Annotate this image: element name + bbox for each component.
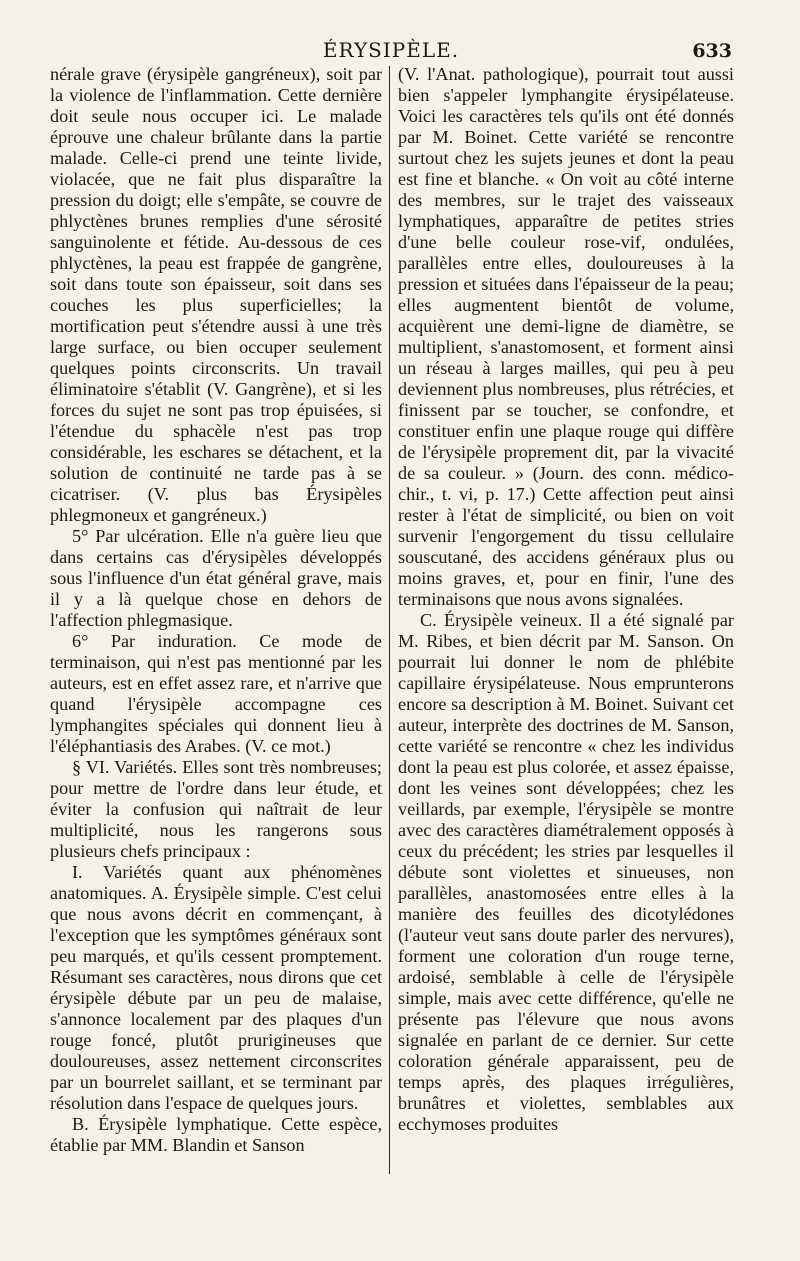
paragraph: 6° Par induration. Ce mode de terminaison, qui n'est pas mentionné par les auteurs, est en effet assez rare, et n'arrive que quand l'érysipèle accompagne ces lymphangites spéciales qui donnent lieu à l'éléphantiasis des Arabes. (V. ce mot.) bbox=[50, 631, 382, 756]
paragraph: 5° Par ulcération. Elle n'a guère lieu que dans certains cas d'érysipèles développés sous l'influence d'un état général grave, mais il y a là quelque chose en dehors de l'affection phlegmasique. bbox=[50, 526, 382, 630]
paragraph: C. Érysipèle veineux. Il a été signalé par M. Ribes, et bien décrit par M. Sanson. On pourrait lui donner le nom de phlébite capillaire érysipélateuse. Nous emprunterons encore sa description à M. Boinet. Suivant cet auteur, interprète des doctrines de M. Sanson, cette variété se rencontre « chez les individus dont la peau est plus colorée, et assez épaisse, dont les veines sont développées; chez les veillards, par exemple, l'érysipèle se montre avec des caractères diamétralement opposés à ceux du précédent; les stries par lesquelles il débute sont violettes et sinueuses, non parallèles, anastomosées entre elles à la manière des feuilles des dicotylédones (l'auteur veut sans doute parler des nervures), forment une coloration d'un rouge terne, ardoisé, semblable à celle de l'érysipèle simple, mais avec cette différence, qu'elle ne présente pas l'élevure que nous avons signalée en parlant de ce dernier. Sur cette coloration générale apparaissent, peu de temps après, des plaques irrégulières, brunâtres et violettes, semblables aux ecchymoses produites bbox=[398, 610, 734, 1134]
right-column bbox=[398, 64, 734, 1135]
running-head: ÉRYSIPÈLE. bbox=[322, 38, 460, 62]
page-number: 633 bbox=[692, 40, 732, 62]
page-header bbox=[50, 38, 732, 66]
paragraph: nérale grave (érysipèle gangréneux), soit par la violence de l'inflammation. Cette dernière doit seule nous occuper ici. Le malade éprouve une chaleur brûlante dans la partie malade. Celle-ci prend une teinte livide, violacée, que ne fait plus disparaître la pression du doigt; elle s'empâte, se couvre de phlyctènes brunes remplies d'une sérosité sanguinolente et fétide. Au-dessous de ces phlyctènes, la peau est frappée de gangrène, soit dans toute son épaisseur, soit dans ses couches les plus superficielles; la mortification peut s'étendre aussi à une très large surface, ou bien occuper seulement quelques points circonscrits. Un travail éliminatoire s'établit (V. Gangrène), et si les forces du sujet ne sont pas trop épuisées, si l'étendue du sphacèle n'est pas trop considérable, les eschares se détachent, et la solution de continuité ne tarde pas à se cicatriser. (V. plus bas Érysipèles phlegmoneux et gangréneux.) bbox=[50, 64, 382, 525]
left-column bbox=[50, 64, 382, 1156]
paragraph: I. Variétés quant aux phénomènes anatomiques. A. Érysipèle simple. C'est celui que nous avons décrit en commençant, à l'exception que les symptômes généraux sont peu marqués, et qu'ils cessent promptement. Résumant ses caractères, nous dirons que cet érysipèle débute par un peu de malaise, s'annonce localement par des plaques d'un rouge foncé, plutôt prurigineuses que douloureuses, assez nettement circonscrites par un bourrelet saillant, et se terminant par résolution dans l'espace de quelques jours. bbox=[50, 862, 382, 1113]
paragraph: § VI. Variétés. Elles sont très nombreuses; pour mettre de l'ordre dans leur étude, et éviter la confusion qui naîtrait de leur multiplicité, nous les rangerons sous plusieurs chefs principaux : bbox=[50, 757, 382, 861]
column-divider bbox=[389, 66, 390, 1174]
paragraph: (V. l'Anat. pathologique), pourrait tout aussi bien s'appeler lymphangite érysipélateuse. Voici les caractères tels qu'ils ont été donnés par M. Boinet. Cette variété se rencontre surtout chez les sujets jeunes et dont la peau est fine et blanche. « On voit au côté interne des membres, sur le trajet des vaisseaux lymphatiques, apparaître de petites stries d'une belle couleur rose-vif, ondulées, parallèles entre elles, douloureuses à la pression et situées dans l'épaisseur de la peau; elles augmentent bientôt de volume, acquièrent une demi-ligne de diamètre, se multiplient, s'anastomosent, et forment ainsi un réseau à larges mailles, qui peu à peu deviennent plus nombreuses, plus rétrécies, et finissent par se toucher, se confondre, et constituer enfin une plaque rouge qui diffère de l'érysipèle proprement dit, par la vivacité de sa couleur. » (Journ. des conn. médico-chir., t. vi, p. 17.) Cette affection peut ainsi rester à l'état de simplicité, ou bien on voit survenir l'engorgement du tissu cellulaire souscutané, des accidens généraux plus ou moins graves, et, pour en finir, l'une des terminaisons que nous avons signalées. bbox=[398, 64, 734, 609]
paragraph: B. Érysipèle lymphatique. Cette espèce, établie par MM. Blandin et Sanson bbox=[50, 1114, 382, 1155]
